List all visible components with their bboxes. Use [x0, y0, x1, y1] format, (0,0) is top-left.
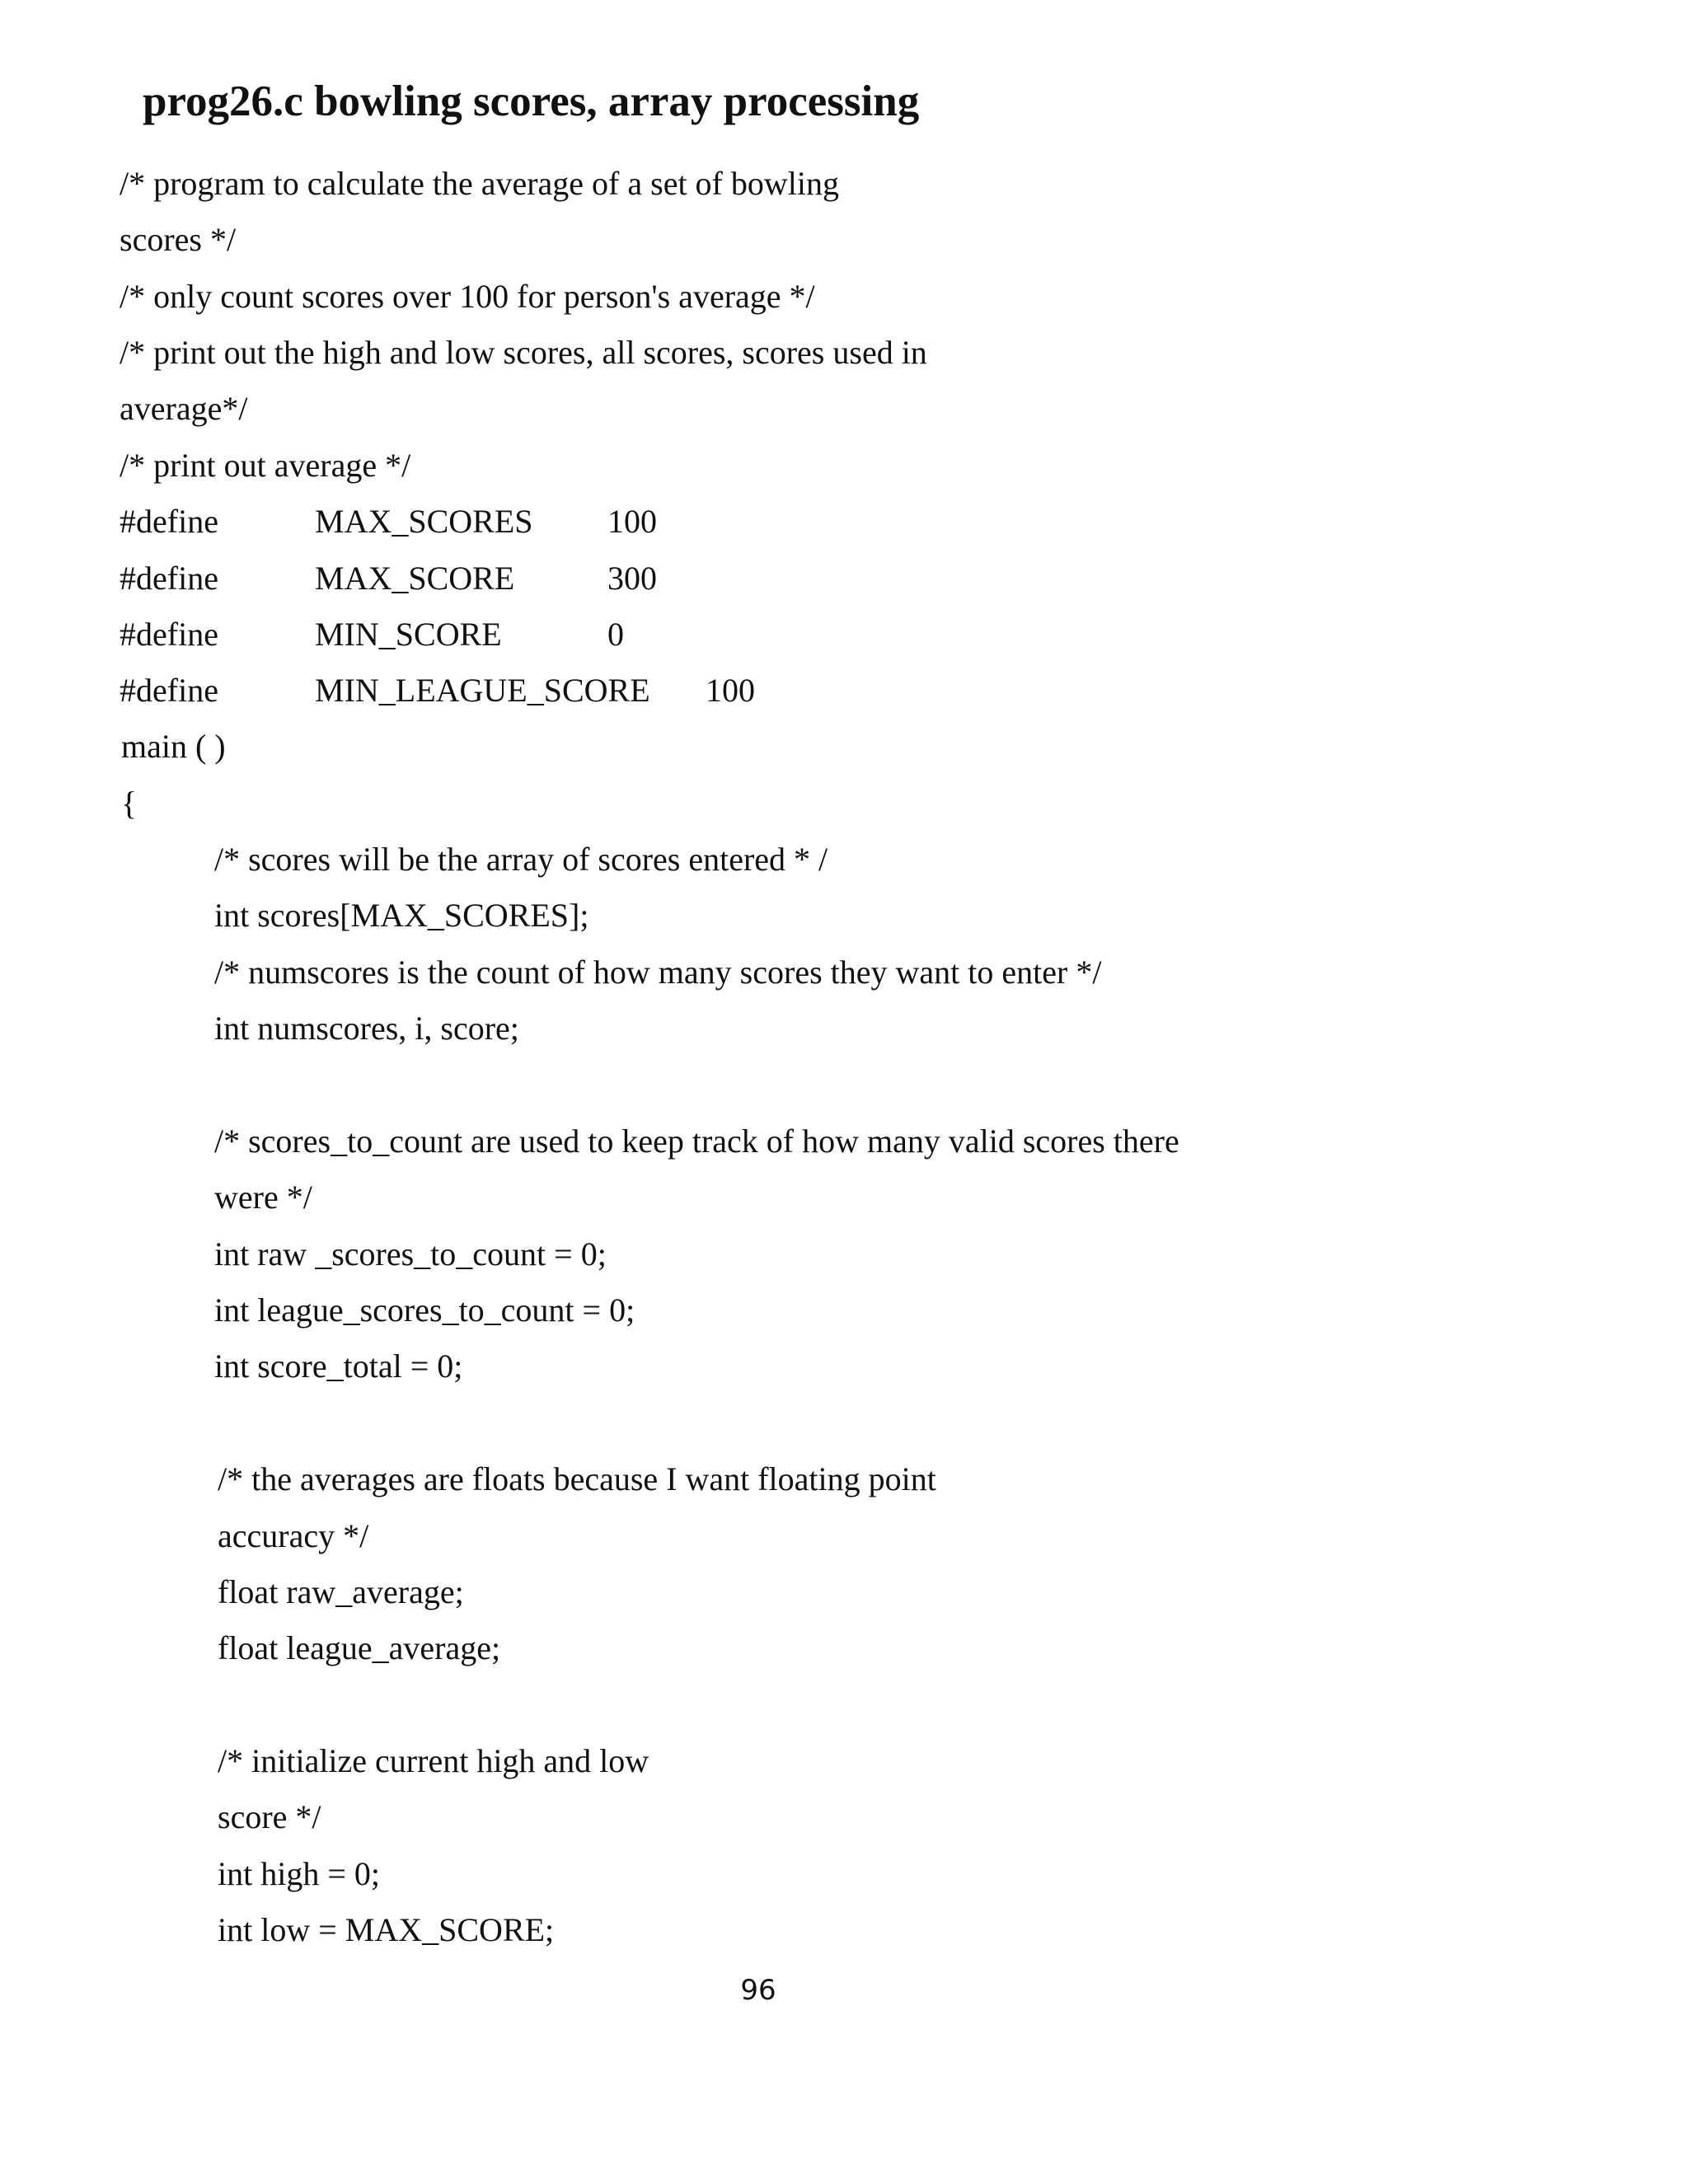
comment-line: /* program to calculate the average of a set of bowling — [120, 165, 839, 202]
body-line: int league_scores_to_count = 0; — [214, 1291, 635, 1329]
define-row — [120, 499, 861, 545]
body-line: float raw_average; — [218, 1573, 464, 1610]
body-line: float league_average; — [218, 1629, 501, 1666]
page-title: prog26.c bowling scores, array processing — [143, 77, 920, 125]
comment-line: /* print out average */ — [120, 447, 411, 484]
open-brace: { — [121, 785, 138, 822]
body-line: int high = 0; — [218, 1855, 381, 1892]
define-name: MAX_SCORE — [315, 560, 515, 597]
body-line: int scores[MAX_SCORES]; — [214, 897, 589, 934]
body-line: /* scores will be the array of scores entered * / — [214, 841, 828, 878]
define-row — [120, 555, 861, 602]
define-row — [120, 668, 861, 714]
page-number: 96 — [740, 1974, 776, 2007]
body-line: /* the averages are floats because I want floating point — [218, 1460, 936, 1497]
define-name: MAX_SCORES — [315, 503, 533, 540]
body-line: accuracy */ — [218, 1517, 369, 1554]
define-value: 0 — [607, 616, 624, 653]
body-line: /* scores_to_count are used to keep track of how many valid scores there — [214, 1122, 1179, 1160]
body-line: were */ — [214, 1179, 312, 1216]
body-line: int numscores, i, score; — [214, 1010, 519, 1047]
define-name: MIN_SCORE — [315, 616, 502, 653]
body-line: int score_total = 0; — [214, 1347, 463, 1385]
define-keyword: #define — [120, 503, 218, 540]
body-line: int raw _scores_to_count = 0; — [214, 1235, 607, 1272]
comment-line: /* only count scores over 100 for person's average */ — [120, 278, 815, 315]
define-value: 100 — [607, 503, 657, 540]
body-line: int low = MAX_SCORE; — [218, 1911, 555, 1948]
define-name: MIN_LEAGUE_SCORE — [315, 672, 650, 709]
main-signature: main ( ) — [121, 728, 226, 765]
body-line: score */ — [218, 1798, 321, 1835]
comment-line: average*/ — [120, 390, 248, 427]
body-line: /* numscores is the count of how many scores they want to enter */ — [214, 954, 1102, 991]
define-keyword: #define — [120, 560, 218, 597]
define-value: 300 — [607, 560, 657, 597]
define-value: 100 — [706, 672, 755, 709]
define-row — [120, 612, 861, 658]
comment-line: scores */ — [120, 221, 237, 258]
comment-line: /* print out the high and low scores, all scores, scores used in — [120, 334, 927, 371]
body-line: /* initialize current high and low — [218, 1742, 649, 1779]
define-keyword: #define — [120, 672, 218, 709]
define-keyword: #define — [120, 616, 218, 653]
